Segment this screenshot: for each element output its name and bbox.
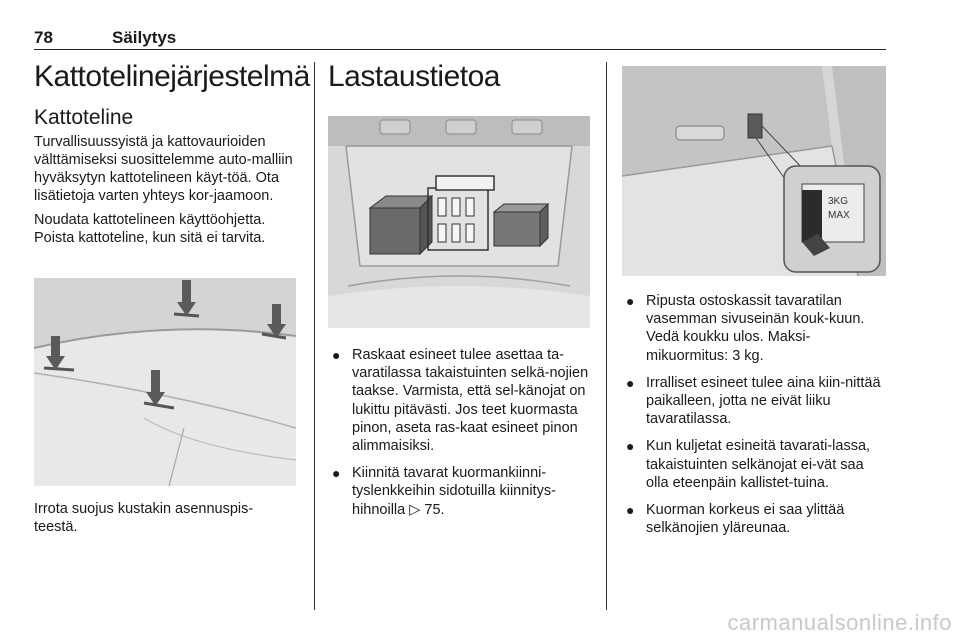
hook-illustration: [622, 66, 886, 276]
hook-bullets: [622, 292, 888, 546]
roof-rack-paragraph-1: Turvallisuussyistä ja kattovaurioiden välttämiseksi suosittelemme auto-malliin hyväksytyn kattotelineen käyt-töä. Ota lisätietoja varten yhteys kor-jaamoon.: [34, 134, 293, 204]
hook-label-max: MAX: [828, 210, 850, 221]
list-item: ● Kuorman korkeus ei saa ylittää selkänojien yläreunaa.: [626, 502, 845, 537]
loading-bullets: [328, 346, 592, 528]
chapter-title: Kattotelinejärjestelmä: [34, 60, 310, 93]
bullet-icon: ●: [626, 374, 635, 391]
list-item: ● Irralliset esineet tulee aina kiin-nittää paikalleen, jotta ne eivät liiku tavaratilassa.: [626, 374, 881, 428]
bullet-icon: ●: [332, 465, 341, 482]
page-number: 78: [34, 28, 53, 47]
roof-illustration: [34, 278, 296, 486]
watermark: carmanualsonline.info: [727, 610, 952, 635]
luggage-drawing: [328, 116, 590, 328]
loading-title: Lastaustietoa: [328, 60, 500, 93]
hook-label-weight: 3KG: [828, 196, 849, 207]
list-item: ● Ripusta ostoskassit tavaratilan vasemman sivuseinän kouk-kuun. Vedä koukku ulos. Maksi-mikuormitus: 3 kg.: [626, 293, 865, 364]
list-item: ● Kun kuljetat esineitä tavarati-lassa, takaistuinten selkänojat ei-vät saa olla eteenpäin kallistet-tuina.: [626, 438, 871, 491]
roof-rack-paragraph-2: Noudata kattotelineen käyttöohjetta. Poista kattoteline, kun sitä ei tarvita.: [34, 212, 266, 246]
roof-rack-caption: Irrota suojus kustakin asennuspis-teestä.: [34, 501, 254, 535]
roof-drawing: [34, 278, 296, 486]
column-loading-info: [328, 60, 592, 94]
column-divider-2: [606, 62, 607, 610]
bullet-icon: ●: [332, 347, 341, 363]
column-divider-1: [314, 62, 315, 610]
luggage-illustration: [328, 116, 590, 328]
subsection-title: Kattoteline: [34, 106, 134, 129]
list-item: ● Raskaat esineet tulee asettaa ta-varatilassa takaistuinten selkä-nojien taakse. Varmista, että sel-känojat on lukittu pitävästi. Jos teet kuormasta pinon, aseta ras-kaat esineet pinon alimmaisiksi.: [332, 347, 589, 455]
section-title: Säilytys: [112, 28, 177, 47]
bullet-icon: ●: [626, 293, 635, 309]
column-roof-rack: [34, 60, 310, 247]
hook-drawing: [622, 66, 886, 276]
bullet-icon: ●: [626, 502, 635, 519]
bullet-icon: ●: [626, 438, 635, 455]
page-header: [34, 26, 886, 50]
list-item: ● Kiinnitä tavarat kuormankiinni-tyslenkkeihin sidotuilla kiinnitys-hihnoilla ▷ 75.: [332, 465, 556, 518]
